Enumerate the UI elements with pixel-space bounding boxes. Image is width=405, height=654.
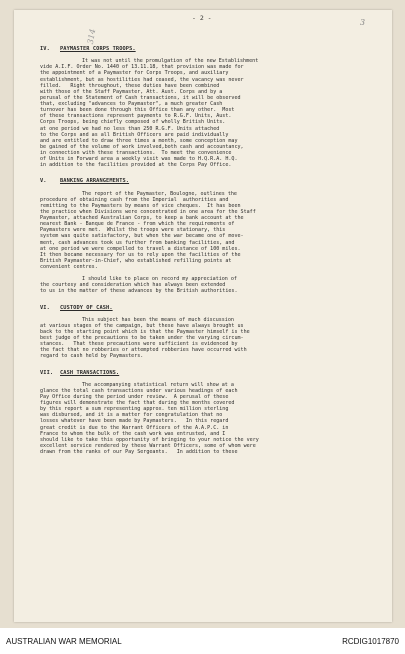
text-line: remitting to the Paymasters by means of vice cheques. It has been [40,202,241,209]
text-line: figures will demonstrate the fact that during the months covered [40,400,235,406]
text-line: The accompanying statistical return will show at a [82,381,234,388]
text-line: and are entitled to draw three times a month, some conception may [40,137,238,144]
text-line: in addition to the facilities provided at the Corps Pay Office. [40,162,232,169]
text-line: glance the total cash transactions under various headings of each [40,387,238,394]
section-number: V. [40,178,47,185]
section-title: BANKING ARRANGEMENTS. [60,178,130,185]
text-line: British Paymaster-in-Chief, who established refilling points at [40,257,232,264]
text-line: I should like to place on record my appreciation of [82,276,237,283]
text-line: of these transactions represent payments to R.G.F. Units, Aust. [40,113,232,120]
section-number: IV. [40,46,50,52]
paragraph [40,58,370,168]
text-line: in connection with these transactions. To meet the convenience [40,150,232,156]
text-line: the appointment of a Paymaster for Corps Troops, and auxiliary [40,70,229,77]
text-line: best judge of the precautions to be taken under the varying circum- [40,335,244,341]
text-line: perusal of the Statement of Cash transactions, it will be observed [40,94,241,101]
text-line: establishment, but as hostilities had ceased, the vacancy was never [40,76,244,83]
section-title: CASH TRANSACTIONS. [60,369,120,376]
section [40,370,370,456]
text-line: filled. Right throughout, these duties have been combined [40,82,220,89]
text-line: drawn from the ranks of our Pay Sergeants. In addition to these [40,449,238,455]
section-number: VII. [40,369,54,376]
text-line: turnover has been done through this Office than any other. Most [40,107,235,114]
section-title: CUSTODY OF CASH. [60,304,113,311]
text-line: ment, cash advances took us further from banking facilities, and [40,239,235,246]
text-line: of Units in Forward area a weekly visit was made to H.Q.R.A. H.Q. [40,156,238,163]
folio-annotation: 314 [85,28,98,45]
text-line: the practice when Divisions were concentrated in one area for the Staff [40,208,256,215]
section-title: PAYMASTER CORPS TROOPS. [60,46,136,52]
paragraph [40,191,370,271]
text-line: that, excluding "advances to Paymaster", a much greater Cash [40,101,223,107]
document-body [40,46,370,465]
section-heading [40,178,370,184]
text-line: regard to cash held by Paymasters. [40,353,144,360]
text-line: system was quite satisfactory, but when the war became one of move- [40,233,244,240]
text-line: Paymaster, attached Australian Corps, to keep a bank account at the [40,215,244,221]
text-line: Corps Troops, being chiefly composed of wholly British Units. [40,119,226,126]
section-number: VI. [40,304,50,311]
section-heading [40,370,370,376]
text-line: excellent service rendered by these Warrant Officers, some of whom were [40,442,256,449]
paragraph [40,382,370,456]
text-line: vide A.I.F. Order No. 1440 of 13.11.18, that provision was made for [40,64,244,71]
text-line: at various stages of the campaign, but these have always brought us [40,322,244,329]
section [40,46,370,168]
record-id: RCDIG1017870 [342,636,399,646]
archive-footer [0,628,405,654]
text-line: France to whom the bulk of the cash work was entrusted, and I [40,430,226,437]
text-line: It then became necessary for us to rely upon the facilities of the [40,251,241,258]
text-line: to us in the matter of these advances by the British authorities. [40,288,238,295]
text-line: This subject has been the means of much discussion [82,316,234,323]
text-line: Pay Office during the period under review. A perusal of these [40,393,229,400]
text-line: procedure of obtaining cash from the Imperial authorities and [40,196,229,203]
archive-name: AUSTRALIAN WAR MEMORIAL [6,636,122,646]
text-line: should like to take this opportunity of bringing to your notice the very [40,436,259,443]
text-line: great credit is due to the Warrant Officers of the A.A.P.C. in [40,424,229,431]
text-line: at one period we were compelled to travel a distance of 100 miles. [40,245,241,252]
text-line: by this report a sum representing approx. ten million sterling [40,406,229,413]
section-heading [40,305,370,311]
text-line: nearest Bank - Banque de France - from which the requirements of [40,221,235,228]
text-line: Paymasters were met. Whilst the troops were stationary, this [40,227,226,234]
text-line: back to the starting point which is that the Paymaster himself is the [40,328,250,335]
section-heading [40,46,370,52]
paragraph [40,276,370,294]
text-line: at one period we had no less than 250 R.G.F. Units attached [40,125,220,132]
text-line: with those of the Staff Paymaster, Att. Aust. Corps and by a [40,88,223,95]
text-line: stances. That these precautions were sufficient is evidenced by [40,341,238,348]
paragraph [40,317,370,360]
section [40,178,370,294]
text-line: losses whatever have been made by Paymasters. In this regard [40,418,229,425]
text-line: the courtesy and consideration which has always been extended [40,282,226,289]
section [40,305,370,360]
text-line: It was not until the promulgation of the new Establishment [82,58,259,65]
page-number: - 2 - [192,14,212,22]
text-line: the fact that no robberies or attempted robberies have occurred with [40,347,247,354]
text-line: was disbursed, and it is a matter for congratulation that no [40,412,223,419]
pencil-annotation: 3 [360,18,366,27]
text-line: The report of the Paymaster, Boulogne, outlines the [82,190,237,197]
text-line: be gained of the volume of work involved,both cash and accountancy, [40,143,244,150]
text-line: to the Corps and as all British Officers are paid individually [40,131,229,138]
text-line: convenient centres. [40,264,98,270]
